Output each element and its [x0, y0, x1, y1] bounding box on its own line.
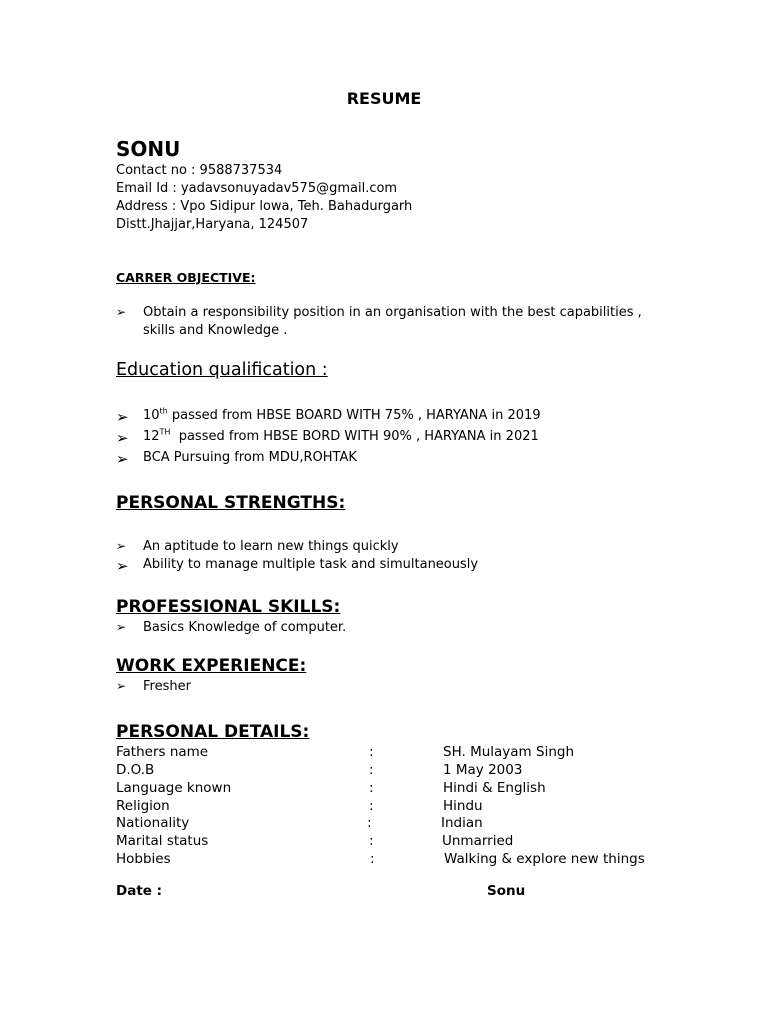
strength-item-text: Ability to manage multiple task and simultaneously	[143, 557, 479, 572]
detail-colon: :	[369, 780, 374, 796]
detail-row-fathers-name	[116, 744, 676, 762]
detail-row-marital-status	[116, 833, 676, 851]
detail-value: Hindu	[443, 798, 483, 814]
detail-row-language	[116, 780, 676, 798]
detail-row-dob	[116, 762, 676, 780]
education-item	[116, 408, 541, 426]
skills-heading: PROFESSIONAL SKILLS:	[116, 597, 341, 617]
experience-heading: WORK EXPERIENCE:	[116, 656, 307, 676]
contact-address-line1: Address : Vpo Sidipur lowa, Teh. Bahadurgarh	[116, 199, 413, 214]
detail-label: Hobbies	[116, 851, 171, 867]
objective-item	[116, 305, 642, 338]
experience-item-text: Fresher	[143, 679, 191, 694]
education-item	[116, 450, 357, 468]
date-label: Date :	[116, 883, 163, 899]
detail-label: Marital status	[116, 833, 209, 849]
education-item-text: BCA Pursuing from MDU,ROHTAK	[143, 450, 357, 465]
arrow-bullet-icon: ➢	[116, 429, 129, 447]
contact-phone: Contact no : 9588737534	[116, 163, 283, 178]
signature-name: Sonu	[487, 883, 526, 899]
detail-label: Religion	[116, 798, 170, 814]
experience-item	[116, 679, 191, 694]
detail-colon: :	[370, 851, 375, 867]
detail-row-nationality	[116, 815, 676, 833]
detail-label: Language known	[116, 780, 232, 796]
arrow-bullet-icon: ➢	[116, 557, 129, 575]
arrow-bullet-icon: ➢	[116, 408, 129, 426]
education-item	[116, 429, 539, 447]
detail-colon: :	[369, 798, 374, 814]
objective-heading: CARRER OBJECTIVE:	[116, 270, 256, 285]
detail-value: Unmarried	[442, 833, 514, 849]
education-item-text: passed from HBSE BORD WITH 90% , HARYANA in 2021	[170, 429, 539, 444]
detail-label: D.O.B	[116, 762, 155, 778]
skill-item	[116, 620, 346, 635]
contact-email: Email Id : yadavsonuyadav575@gmail.com	[116, 181, 398, 196]
page-title: RESUME	[346, 89, 422, 108]
objective-line2: skills and Knowledge .	[143, 323, 288, 338]
detail-colon: :	[369, 762, 374, 778]
detail-value: Indian	[441, 815, 483, 831]
education-item-number: 10	[143, 408, 160, 423]
personal-details-heading: PERSONAL DETAILS:	[116, 722, 310, 742]
strength-item	[116, 539, 399, 554]
arrow-bullet-icon: ➢	[116, 539, 127, 553]
detail-colon: :	[367, 815, 372, 831]
detail-value: SH. Mulayam Singh	[443, 744, 574, 760]
arrow-bullet-icon: ➢	[116, 305, 127, 319]
detail-label: Fathers name	[116, 744, 209, 760]
candidate-name: SONU	[116, 137, 181, 161]
contact-address-line2: Distt.Jhajjar,Haryana, 124507	[116, 217, 309, 232]
education-item-suffix: th	[159, 406, 168, 416]
strengths-heading: PERSONAL STRENGTHS:	[116, 493, 346, 513]
education-item-text: passed from HBSE BOARD WITH 75% , HARYANA in 2019	[167, 408, 541, 423]
detail-colon: :	[369, 833, 374, 849]
detail-label: Nationality	[116, 815, 190, 831]
detail-value: Hindi & English	[443, 780, 546, 796]
arrow-bullet-icon: ➢	[116, 450, 129, 468]
detail-colon: :	[369, 744, 374, 760]
arrow-bullet-icon: ➢	[116, 679, 127, 693]
detail-value: Walking & explore new things	[444, 851, 645, 867]
education-item-number: 12	[143, 429, 160, 444]
skill-item-text: Basics Knowledge of computer.	[143, 620, 347, 635]
education-heading: Education qualification :	[116, 360, 328, 380]
detail-row-religion	[116, 798, 676, 816]
strength-item-text: An aptitude to learn new things quickly	[143, 539, 399, 554]
objective-line1: Obtain a responsibility position in an organisation with the best capabilities ,	[143, 305, 642, 320]
education-item-suffix: TH	[159, 427, 171, 437]
strength-item	[116, 557, 478, 575]
detail-row-hobbies	[116, 851, 676, 869]
detail-value: 1 May 2003	[443, 762, 523, 778]
arrow-bullet-icon: ➢	[116, 620, 127, 634]
